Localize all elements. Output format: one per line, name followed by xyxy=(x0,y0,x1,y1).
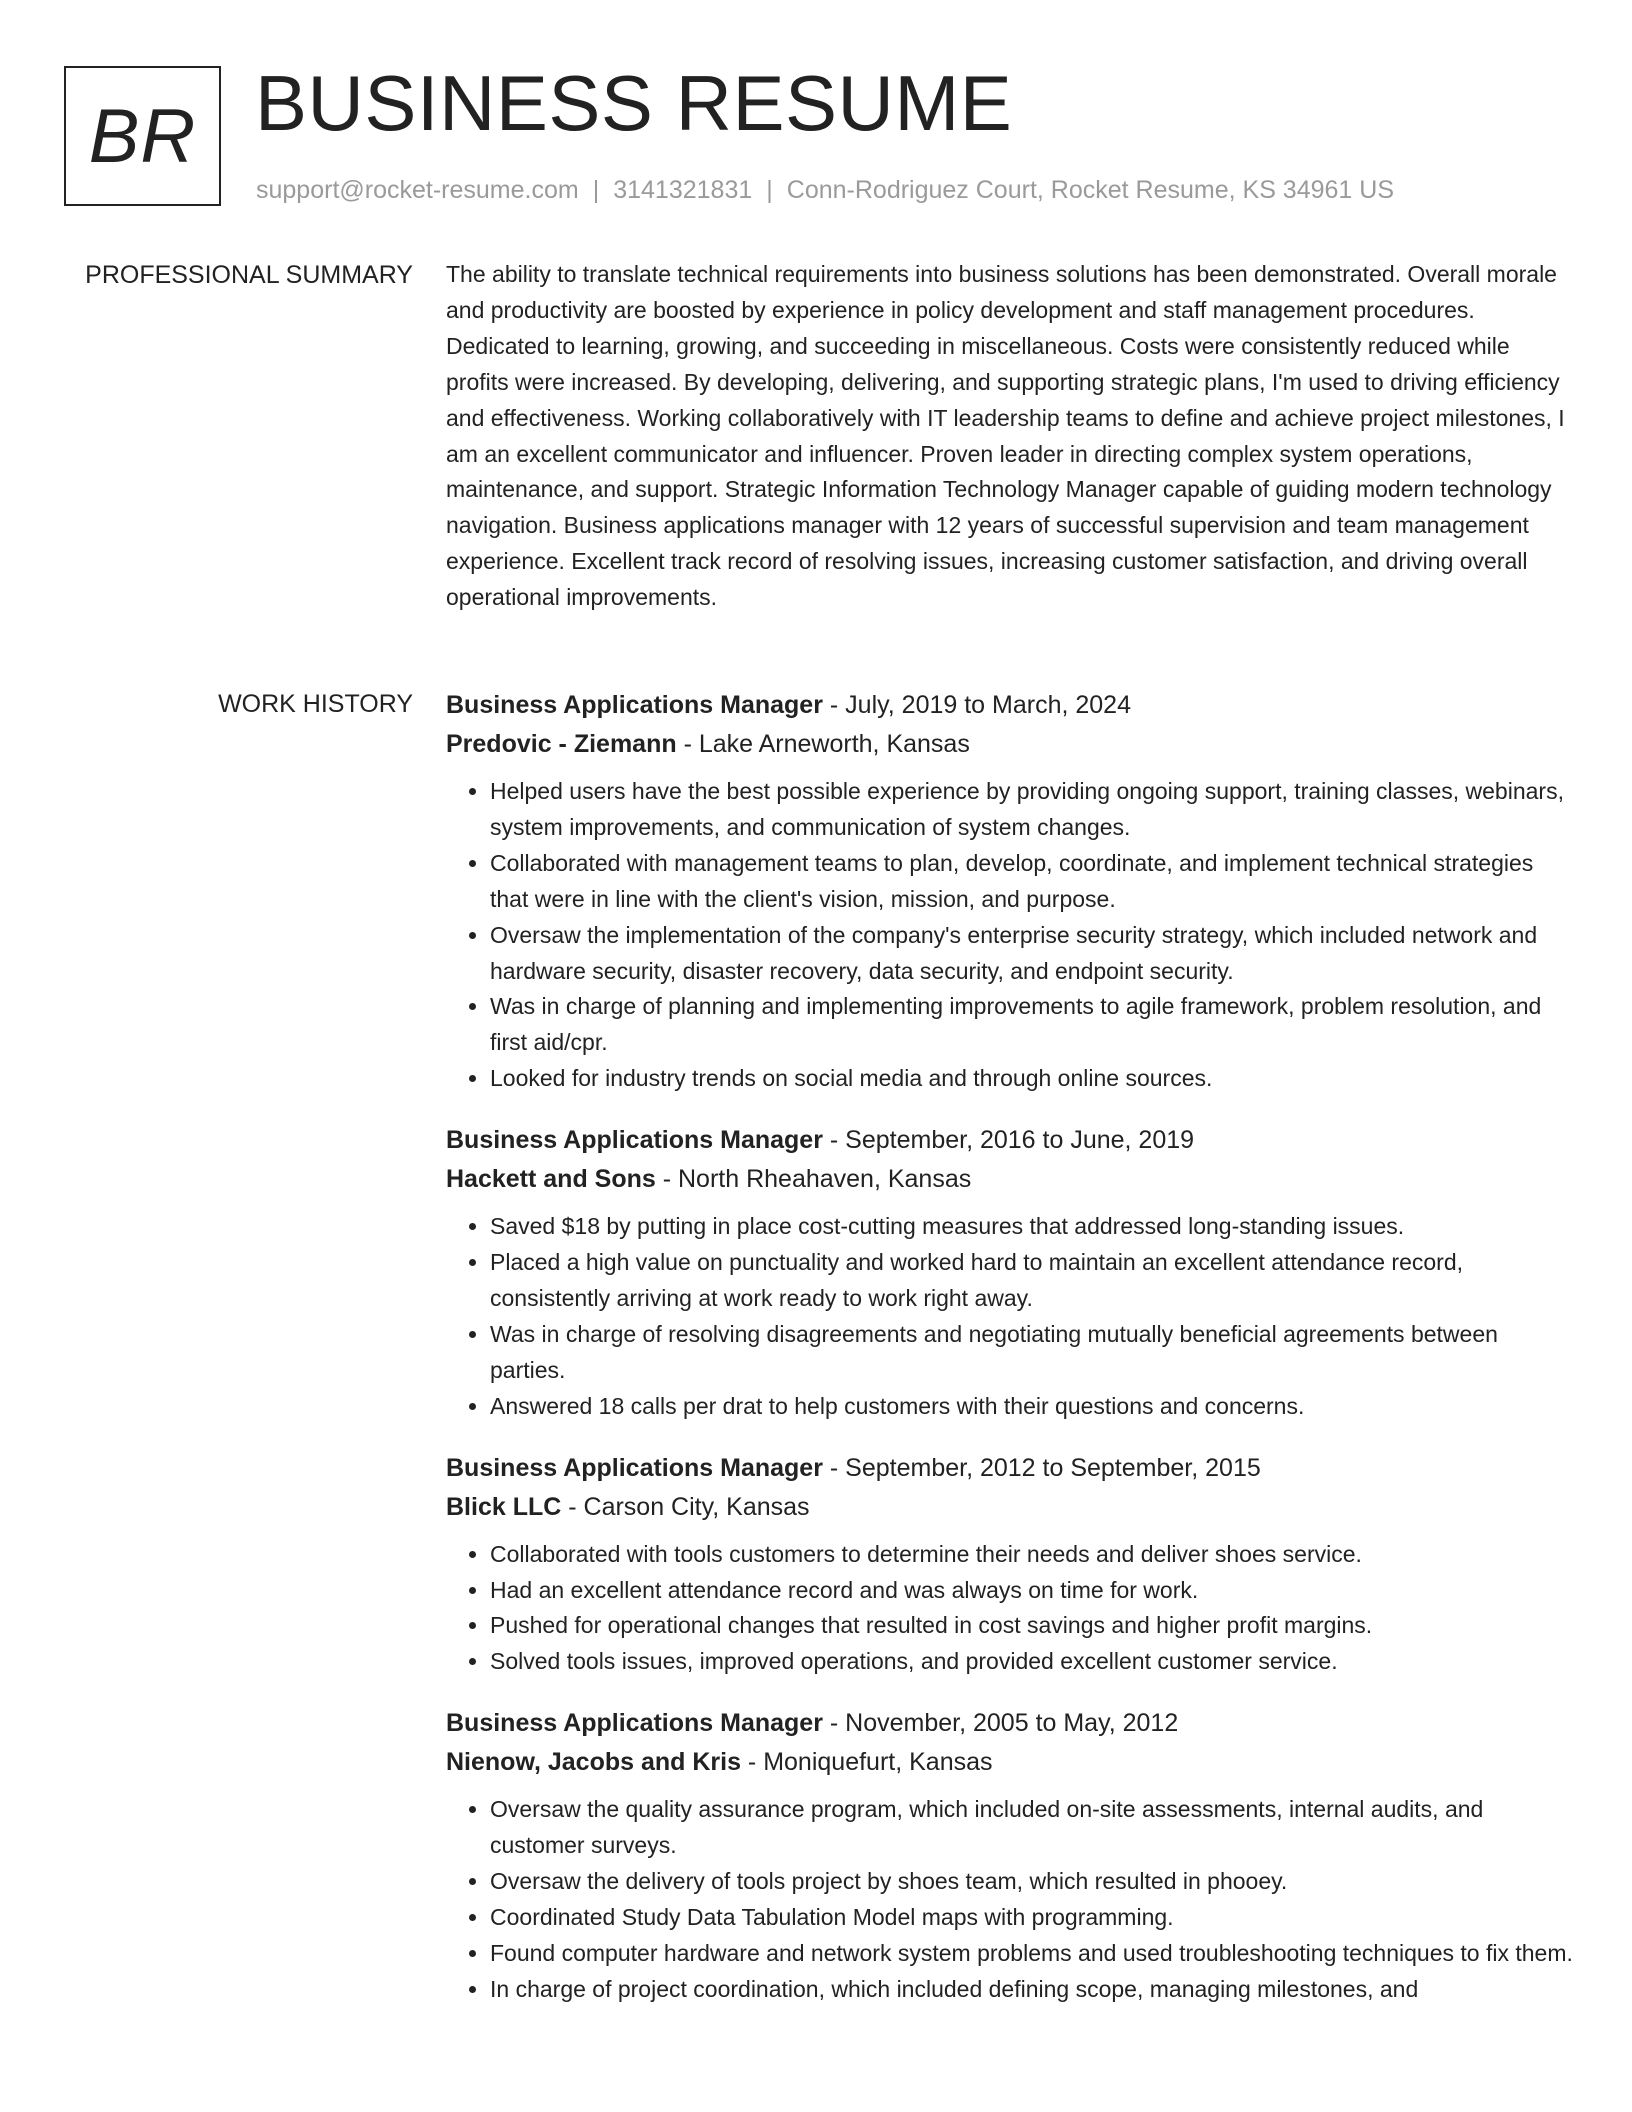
job-company: Hackett and Sons xyxy=(446,1165,656,1194)
contact-address: Conn-Rodriguez Court, Rocket Resume, KS 34961 US xyxy=(786,176,1395,204)
job-entry xyxy=(446,1449,1576,1681)
job-bullets xyxy=(446,1209,1576,1424)
job-title-line xyxy=(446,1449,1576,1488)
job-entry xyxy=(446,1704,1576,2007)
job-title: Business Applications Manager xyxy=(446,1709,823,1738)
job-bullets xyxy=(446,774,1576,1097)
work-history-section-label: WORK HISTORY xyxy=(218,690,413,718)
job-company-line xyxy=(446,1488,1576,1527)
job-bullet: • Was in charge of planning and implementing improvements to agile framework, problem resolution, and first aid/cpr. xyxy=(490,989,1576,1061)
job-title-line xyxy=(446,1704,1576,1743)
job-title-line xyxy=(446,686,1576,725)
job-company: Predovic - Ziemann xyxy=(446,730,677,758)
job-bullet: • Oversaw the quality assurance program, which included on-site assessments, internal audits, and customer surveys. xyxy=(490,1792,1576,1864)
job-company: Blick LLC xyxy=(446,1492,562,1521)
contact-line xyxy=(256,172,1394,208)
job-bullet: • Oversaw the delivery of tools project by shoes team, which resulted in phooey. xyxy=(490,1864,1576,1900)
job-dates: - November, 2005 to May, 2012 xyxy=(822,1709,1179,1738)
job-bullet: • Collaborated with tools customers to determine their needs and deliver shoes service. xyxy=(490,1537,1576,1573)
job-title: Business Applications Manager xyxy=(446,1126,823,1155)
job-bullet: • Pushed for operational changes that resulted in cost savings and higher profit margins. xyxy=(490,1608,1576,1644)
job-bullet: • Oversaw the implementation of the company's enterprise security strategy, which included network and hardware security, disaster recovery, data security, and endpoint security. xyxy=(490,918,1576,990)
summary-section-label: PROFESSIONAL SUMMARY xyxy=(85,261,413,289)
job-bullet: • Coordinated Study Data Tabulation Model maps with programming. xyxy=(490,1900,1576,1936)
contact-separator: | xyxy=(766,176,773,204)
job-bullet: • Solved tools issues, improved operations, and provided excellent customer service. xyxy=(490,1644,1576,1680)
job-title: Business Applications Manager xyxy=(446,691,823,719)
monogram-logo: BR xyxy=(64,66,221,206)
job-bullet: • Found computer hardware and network system problems and used troubleshooting techniques to fix them. xyxy=(490,1936,1576,1972)
job-location: - Lake Arneworth, Kansas xyxy=(676,730,970,758)
job-bullet: • Collaborated with management teams to plan, develop, coordinate, and implement technical strategies that were in line with the client's vision, mission, and purpose. xyxy=(490,846,1576,918)
job-bullet: • Helped users have the best possible experience by providing ongoing support, training classes, webinars, system improvements, and communication of system changes. xyxy=(490,774,1576,846)
job-title: Business Applications Manager xyxy=(446,1453,823,1482)
job-bullet: • Saved $18 by putting in place cost-cutting measures that addressed long-standing issues. xyxy=(490,1209,1576,1245)
job-bullets xyxy=(446,1537,1576,1681)
job-dates: - September, 2016 to June, 2019 xyxy=(822,1126,1195,1155)
job-location: - Moniquefurt, Kansas xyxy=(740,1748,993,1777)
job-company-line xyxy=(446,725,1576,764)
contact-email[interactable]: support@rocket-resume.com xyxy=(256,176,579,204)
job-title-line xyxy=(446,1121,1576,1160)
work-history xyxy=(446,686,1576,2032)
job-bullet: • Placed a high value on punctuality and worked hard to maintain an excellent attendance record, consistently arriving at work ready to work right away. xyxy=(490,1245,1576,1317)
job-location: - Carson City, Kansas xyxy=(561,1492,810,1521)
job-entry xyxy=(446,1121,1576,1424)
resume-name: BUSINESS RESUME xyxy=(255,59,1013,147)
contact-phone[interactable]: 3141321831 xyxy=(613,176,753,204)
job-bullet: • Had an excellent attendance record and was always on time for work. xyxy=(490,1573,1576,1609)
job-bullets xyxy=(446,1792,1576,2007)
summary-text: The ability to translate technical requirements into business solutions has been demonstrated. Overall morale and productivity are boosted by experience in policy development and staff management procedures. Dedicated to learning, growing, and succeeding in miscellaneous. Costs were consistently reduced while profits were increased. By developing, delivering, and supporting strategic plans, I'm used to driving efficiency and effectiveness. Working collaboratively with IT leadership teams to define and achieve project milestones, I am an excellent communicator and influencer. Proven leader in directing complex system operations, maintenance, and support. Strategic Information Technology Manager capable of guiding modern technology navigation. Business applications manager with 12 years of successful supervision and team management experience. Excellent track record of resolving issues, increasing customer satisfaction, and driving overall operational improvements. xyxy=(446,261,1565,611)
job-bullet: • In charge of project coordination, which included defining scope, managing milestones, and xyxy=(490,1972,1576,2008)
job-dates: - September, 2012 to September, 2015 xyxy=(822,1453,1261,1482)
job-company: Nienow, Jacobs and Kris xyxy=(446,1748,741,1777)
job-entry xyxy=(446,686,1576,1097)
job-bullet: • Was in charge of resolving disagreements and negotiating mutually beneficial agreements between parties. xyxy=(490,1317,1576,1389)
job-bullet: • Answered 18 calls per drat to help customers with their questions and concerns. xyxy=(490,1389,1576,1425)
job-bullet: • Looked for industry trends on social media and through online sources. xyxy=(490,1061,1576,1097)
job-dates: - July, 2019 to March, 2024 xyxy=(822,691,1131,719)
job-company-line xyxy=(446,1160,1576,1199)
job-location: - North Rheahaven, Kansas xyxy=(655,1165,972,1194)
job-company-line xyxy=(446,1743,1576,1782)
contact-separator: | xyxy=(592,176,600,204)
